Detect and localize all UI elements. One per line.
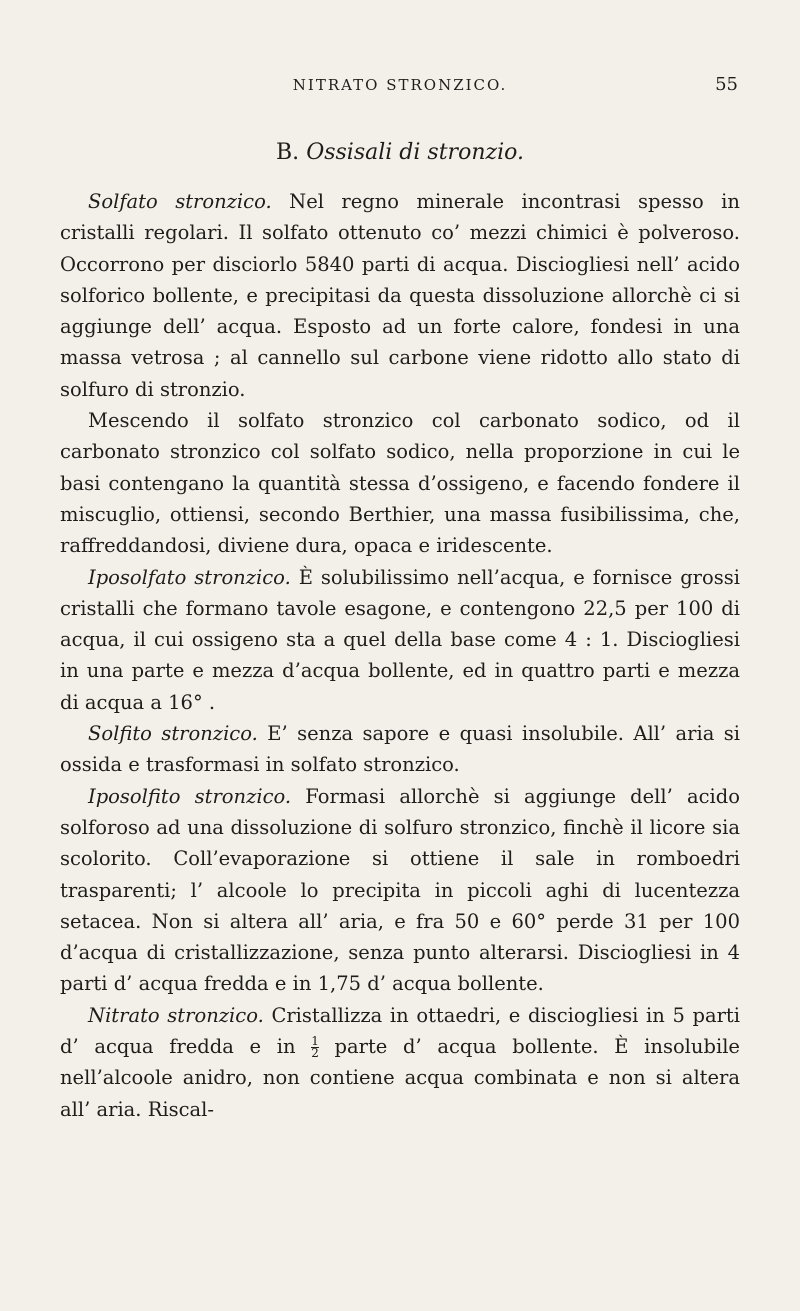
paragraph-mescendo [60,405,740,561]
section-title: Ossisali di stronzio. [306,140,524,165]
section-heading [0,140,800,165]
paragraph-term: Iposolfato stronzico. [88,565,291,589]
paragraph-nitrato [60,1000,740,1125]
paragraph-solfito [60,718,740,781]
section-letter: B. [276,140,300,165]
running-title: NITRATO STRONZICO. [292,76,508,94]
paragraph-text: Mescendo il solfato stronzico col carbonato sodico, od il carbonato stronzico col solfato sodico, nella proporzione in cui le basi contengano la quantità stessa d’ossigeno, e facendo fondere il miscuglio, ottiensi, secondo Berthier, una massa fusibilissima, che, raffreddandosi, diviene dura, opaca e iridescente. [60,409,740,558]
paragraph-term: Solfato stronzico. [88,190,272,213]
running-head [0,72,800,96]
paragraph-iposolfito [60,781,740,1000]
paragraph-text: E’ senza sapore e quasi insolubile. All’ aria si ossida e trasformasi in solfato stronzico. [60,722,741,777]
paragraph-text: Formasi allorchè si aggiunge dell’ acido solforoso ad una dissoluzione di solfuro stronzico, finchè il licore sia scolorito. Coll’evaporazione si ottiene il sale in romboedri trasparenti; l’ alcoole lo precipita in piccoli aghi di lucentezza setacea. Non si altera all’ aria, e fra 50 e 60° perde 31 per 100 d’acqua di cristallizzazione, senza punto alterarsi. Disciogliesi in 4 parti d’ acqua fredda e in 1,75 d’ acqua bollente. [60,784,741,996]
body-text [60,186,740,1125]
paragraph-term: Solfito stronzico. [88,722,258,746]
fraction-denominator: 2 [311,1046,319,1061]
paragraph-text-before: Cristallizza in ottaedri, e disciogliesi in 5 parti d’ acqua fredda e in [60,1003,740,1059]
paragraph-solfato [60,186,740,405]
paragraph-term: Iposolfito stronzico. [88,784,292,808]
paragraph-text: Nel regno minerale incontrasi spesso in cristalli regolari. Il solfato ottenuto co’ mezzi chimici è polveroso. Occorrono per disciorlo 5840 parti di acqua. Disciogliesi nell’ acido solforico bollente, e precipitasi da questa dissoluzione allorchè ci si aggiunge dell’ acqua. Esposto ad un forte calore, fondesi in una massa vetrosa ; al cannello sul carbone viene ridotto allo stato di solfuro di stronzio. [60,190,740,401]
paragraph-text-after: parte d’ acqua bollente. È insolubile nell’alcoole anidro, non contiene acqua combinata e non si altera all’ aria. Riscal- [60,1035,740,1121]
paragraph-text: È solubilissimo nell’acqua, e fornisce grossi cristalli che formano tavole esagone, e contengono 22,5 per 100 di acqua, il cui ossigeno sta a quel della base come 4 : 1. Disciogliesi in una parte e mezza d’acqua bollente, ed in quattro parti e mezza di acqua a 16° . [60,565,740,714]
fraction-one-half [311,1036,319,1059]
fraction-numerator: 1 [311,1034,319,1049]
paragraph-term: Nitrato stronzico. [88,1003,264,1027]
paragraph-iposolfato [60,562,740,718]
page-number: 55 [715,74,738,95]
